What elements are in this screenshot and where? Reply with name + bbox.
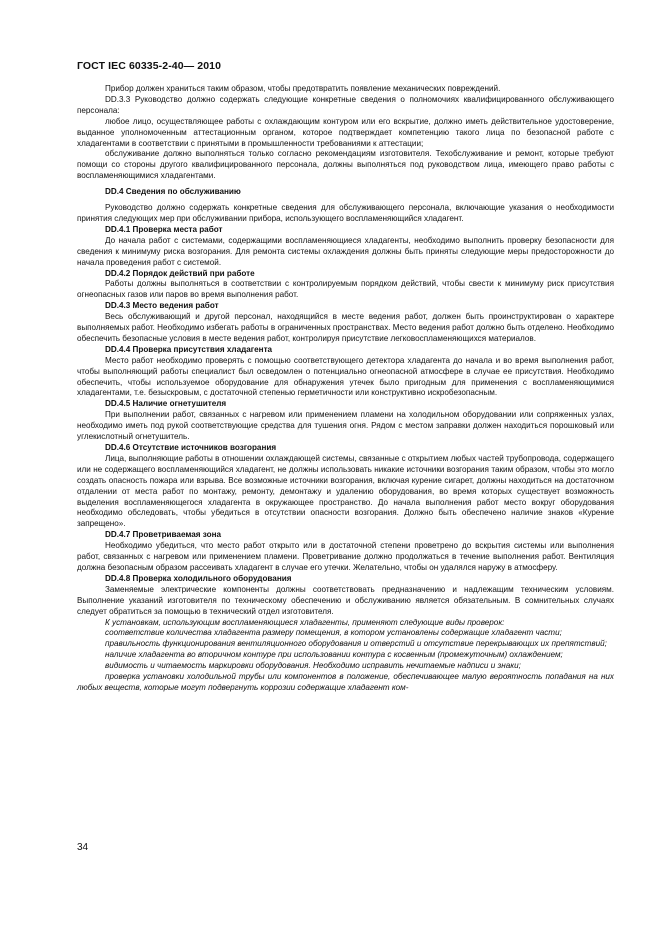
list-item: наличие хладагента во вторичном контуре при использовании контура с косвенным (промежуточным) охлаждением;	[105, 650, 563, 660]
paragraph: Лица, выполняющие работы в отношении охлаждающей системы, связанные с открытием любых частей трубопровода, содержащего или не содержащего воспламеняющийся хладагент, не должны использовать никакие источники возгорания таким образом, чтобы это могло создать опасность пожара или взрыва. Все возможные источники возгорания, включая курение сигарет, должны находиться на достаточном отдалении от места работ по монтажу, ремонту, демонтажу и удалению оборудования, во время которых существует возможность выделения воспламеняющегося хладагента в окружающее пространство. До начала выполнения работ место вокруг оборудования необходимо обследовать, чтобы убедиться в отсутствии опасности возгорания. Должно быть обеспечено наличие знаков «Курение запрещено».	[77, 453, 614, 529]
list-item: правильность функционирования вентиляционного оборудования и отверстий и отсутствие перекрывающих их препятствий;	[105, 639, 607, 649]
paragraph: Весь обслуживающий и другой персонал, находящийся в месте ведения работ, должен быть проинструктирован о характере выполняемых работ. Необходимо избегать работы в ограниченных пространствах. Место ведения работ должно быть отделено. Необходимо обеспечить безопасные условия в месте ведения работ, контролируя присутствие легковоспламеняющихся материалов.	[77, 312, 614, 343]
paragraph: Прибор должен храниться таким образом, чтобы предотвратить появление механических повреждений.	[105, 84, 501, 93]
section-heading: DD.4.1 Проверка места работ	[105, 224, 223, 234]
section-heading: DD.4.4 Проверка присутствия хладагента	[105, 344, 273, 354]
paragraph: Необходимо убедиться, что место работ открыто или в достаточной степени проветрено до вскрытия системы или выполнения работ, связанных с нагревом или применением пламени. Проветривание должно продолжаться в течение выполнения работ. Вентиляция должна безопасным образом рассеивать хладагент в случае его утечки. Желательно, чтобы он удалялся наружу в атмосферу.	[77, 541, 614, 572]
section-heading: DD.4.6 Отсутствие источников возгорания	[105, 443, 277, 452]
page-number: 34	[77, 842, 89, 853]
section-heading: DD.4.8 Проверка холодильного оборудования	[105, 573, 292, 583]
section-heading: DD.4.2 Порядок действий при работе	[105, 268, 255, 278]
section-heading: DD.4.3 Место ведения работ	[105, 301, 219, 311]
document-header: ГОСТ IEC 60335-2-40— 2010	[77, 60, 222, 72]
list-item: К установкам, использующим воспламеняющиеся хладагенты, применяют следующие виды проверок:	[105, 617, 505, 627]
section-heading: DD.4.5 Наличие огнетушителя	[105, 399, 227, 409]
list-item: проверка установки холодильной трубы или компонентов в положение, обеспечивающее малую вероятность попадания на них любых веществ, которые могут подвергнуть коррозии содержащие хладагент ком-	[77, 672, 614, 692]
section-heading: DD.4 Сведения по обслуживанию	[105, 187, 241, 197]
paragraph: DD.3.3 Руководство должно содержать следующие конкретные сведения о полномочиях квалифицированного обслуживающего персонала:	[77, 94, 614, 115]
section-heading: DD.4.7 Проветриваемая зона	[105, 530, 222, 540]
paragraph: До начала работ с системами, содержащими воспламеняющиеся хладагенты, необходимо выполнить проверку безопасности для сведения к минимуму риска возгорания. Для ремонта системы охлаждения должны быть приняты следующие меры предосторожности до начала проведения работ с системой.	[77, 235, 614, 267]
paragraph: Место работ необходимо проверять с помощью соответствующего детектора хладагента до начала и во время выполнения работ, чтобы выполняющий работы специалист был осведомлен о потенциально огнеопасной атмосфере в случае ее присутствия. Необходимо обеспечить, чтобы используемое оборудование для обнаружения утечек было пригодным для применения с воспламеняющимися хладагентами, т.е. безыскровым, с достаточной степенью герметичности или конструктивно искробезопасным.	[77, 355, 614, 398]
paragraph: Работы должны выполняться в соответствии с контролируемым порядком действий, чтобы свести к минимуму риск присутствия огнеопасных газов или паров во время выполнения работ.	[77, 279, 614, 300]
paragraph: любое лицо, осуществляющее работы с охлаждающим контуром или его вскрытие, должно иметь действительное удостоверение, выданное уполномоченным аттестационным органом, которое подтверждает компетенцию такого лица по безопасной работе с хладагентами в соответствии с принятыми в промышленности требованиями к аттестации;	[77, 116, 614, 148]
list-item: соответствие количества хладагента размеру помещения, в котором установлены содержащие хладагент части;	[105, 628, 562, 638]
paragraph: При выполнении работ, связанных с нагревом или применением пламени на холодильном оборудовании или сопряженных узлах, необходимо иметь под рукой соответствующие средства для тушения огня. Рядом с местом заправки должен находиться порошковый или углекислотный огнетушитель.	[77, 410, 614, 442]
list-item: видимость и читаемость маркировки оборудования. Необходимо исправить нечитаемые надписи и знаки;	[105, 661, 521, 671]
paragraph: обслуживание должно выполняться только согласно рекомендациям изготовителя. Техобслуживание и ремонт, которые требуют помощи со стороны другого квалифицированного персонала, должны выполняться под руководством лица, имеющего право работы с воспламеняющимися хладагентами.	[77, 149, 614, 181]
document-body	[77, 84, 614, 694]
paragraph: Заменяемые электрические компоненты должны соответствовать предназначению и надлежащим техническим условиям. Выполнение указаний изготовителя по техническому обеспечению и обслуживанию является обязательным. В сомнительных случаях следует обратиться за помощью в технический отдел изготовителя.	[77, 584, 614, 616]
paragraph: Руководство должно содержать конкретные сведения для обслуживающего персонала, включающие указания о необходимости принятия следующих мер при обслуживании прибора, использующего воспламеняющийся хладагент.	[77, 203, 614, 223]
